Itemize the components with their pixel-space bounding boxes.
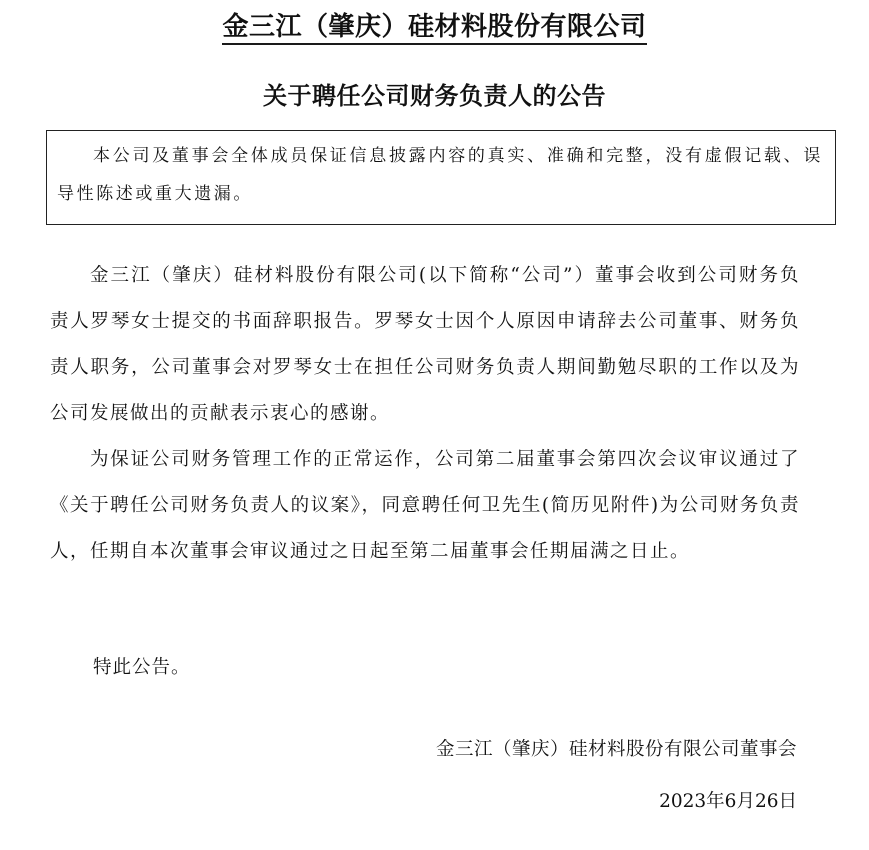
signature-board: 金三江（肇庆）硅材料股份有限公司董事会 xyxy=(435,739,797,760)
announcement-body xyxy=(50,253,800,575)
paragraph-resignation: 金三江（肇庆）硅材料股份有限公司(以下简称“公司”）董事会收到公司财务负责人罗琴女士提交的书面辞职报告。罗琴女士因个人原因申请辞去公司董事、财务负责人职务，公司董事会对罗琴女士在担任公司财务负责人期间勤勉尽职的工作以及为公司发展做出的贡献表示衷心的感谢。 xyxy=(50,265,800,424)
closing-statement: 特此公告。 xyxy=(93,657,191,678)
notice-title: 关于聘任公司财务负责人的公告 xyxy=(263,82,606,110)
paragraph-appointment: 为保证公司财务管理工作的正常运作，公司第二届董事会第四次会议审议通过了《关于聘任公司财务负责人的议案》，同意聘任何卫先生(简历见附件)为公司财务负责人，任期自本次董事会审议通过之日起至第二届董事会任期届满之日止。 xyxy=(50,449,800,562)
disclaimer-box: 本公司及董事会全体成员保证信息披露内容的真实、准确和完整，没有虚假记载、误导性陈述或重大遗漏。 xyxy=(46,130,836,225)
company-name: 金三江（肇庆）硅材料股份有限公司 xyxy=(222,12,646,45)
company-title xyxy=(0,8,869,46)
signature-date: 2023年6月26日 xyxy=(659,791,797,812)
